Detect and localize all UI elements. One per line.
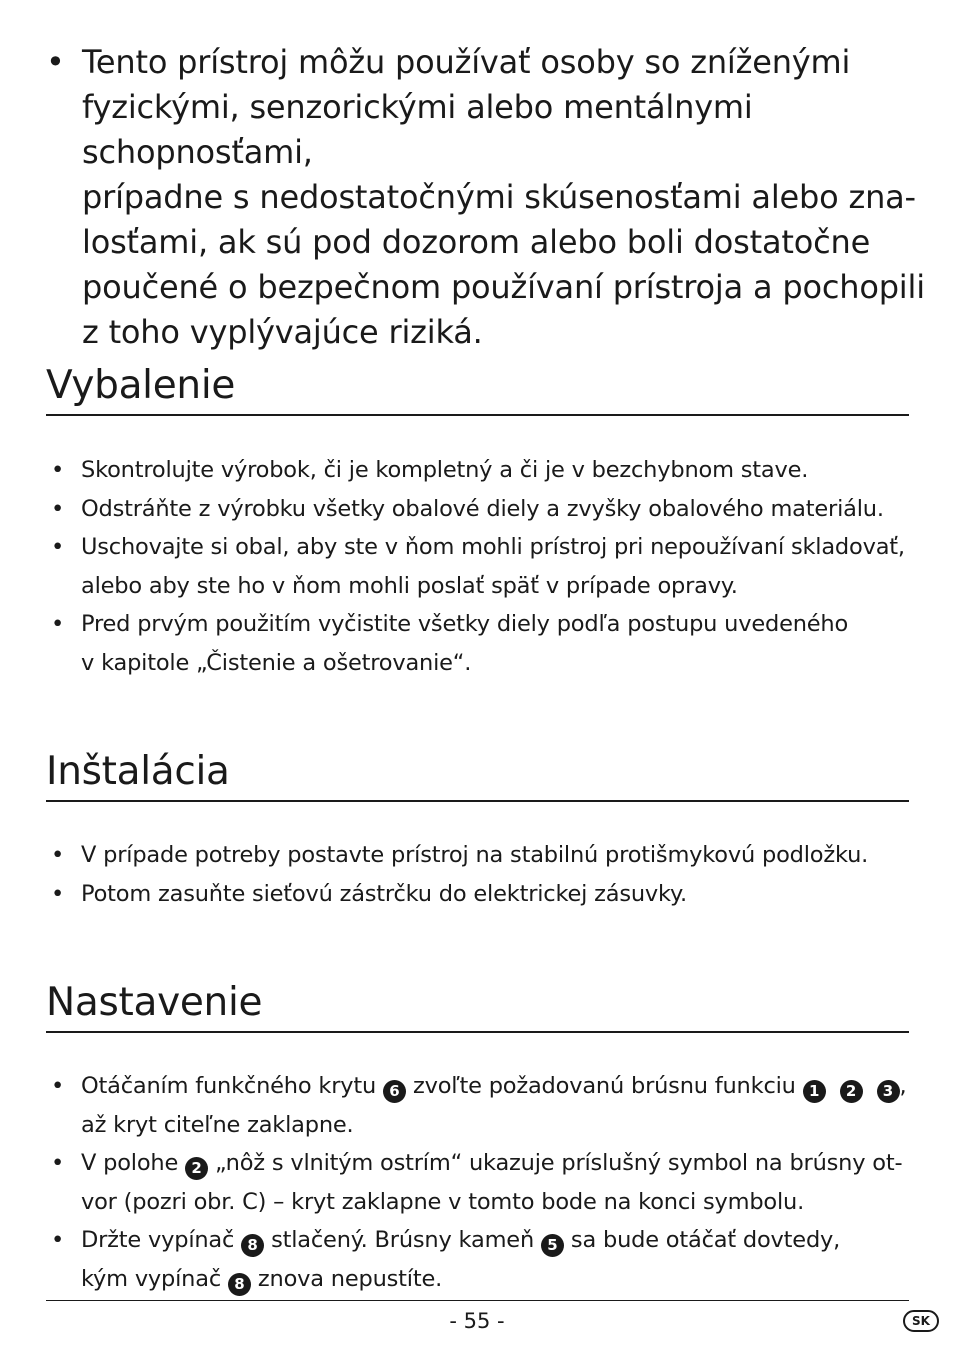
list-item-line: alebo aby ste ho v ňom mohli poslať späť v prípade opravy. xyxy=(81,572,738,599)
unpacking-list xyxy=(46,451,916,682)
text-span: sa bude otáčať dovtedy, xyxy=(563,1227,841,1253)
list-item xyxy=(46,836,916,875)
bullet-icon: • xyxy=(51,534,65,560)
list-item-line: Uschovajte si obal, aby ste v ňom mohli prístroj pri nepoužívaní skladovať, xyxy=(81,534,905,560)
bullet-icon: • xyxy=(51,495,65,522)
list-item-line: v kapitole „Čistenie a ošetrovanie“. xyxy=(81,649,472,676)
text-span: „nôž s vlnitým ostrím“ ukazuje príslušný symbol na brúsny ot- xyxy=(208,1150,903,1176)
list-item-text: Odstráňte z výrobku všetky obalové diely a zvyšky obalového materiálu. xyxy=(81,495,884,522)
list-item-text xyxy=(81,605,916,682)
intro-line: z toho vyplývajúce riziká. xyxy=(82,313,483,351)
part-number-2-icon: 2 xyxy=(185,1157,208,1180)
text-span: Otáčaním funkčného krytu xyxy=(81,1073,384,1099)
bullet-icon: • xyxy=(51,842,65,868)
text-span: kým vypínač xyxy=(81,1265,228,1292)
page-number: - 55 - xyxy=(449,1309,505,1333)
list-item-text: V prípade potreby postavte prístroj na stabilnú protišmykovú podložku. xyxy=(81,842,869,868)
intro-bullet xyxy=(46,40,926,355)
intro-line: poučené o bezpečnom používaní prístroja a pochopili xyxy=(82,268,925,306)
bullet-icon: • xyxy=(51,1150,65,1176)
text-span: , xyxy=(899,1073,907,1099)
intro-text xyxy=(82,40,926,355)
list-item-line: až kryt citeľne zaklapne. xyxy=(81,1111,354,1138)
text-span: Držte vypínač xyxy=(81,1227,242,1253)
text-span: V polohe xyxy=(81,1150,186,1176)
settings-list xyxy=(46,1067,916,1298)
intro-line: prípadne s nedostatočnými skúsenosťami alebo zna- xyxy=(82,178,916,216)
bullet-icon: • xyxy=(51,1227,65,1253)
bullet-icon: • xyxy=(46,43,65,81)
text-span: znova nepustíte. xyxy=(250,1265,443,1292)
part-number-1-icon: 1 xyxy=(803,1080,826,1103)
list-item-text xyxy=(81,1221,916,1298)
intro-line: fyzickými, senzorickými alebo mentálnymi schopnosťami, xyxy=(82,88,753,171)
part-number-3-icon: 3 xyxy=(877,1080,900,1103)
part-number-2-icon: 2 xyxy=(840,1080,863,1103)
list-item xyxy=(46,1221,916,1298)
intro-list-item xyxy=(46,40,926,355)
bullet-icon: • xyxy=(51,457,65,483)
list-item-text xyxy=(81,528,916,605)
list-item-line xyxy=(81,1144,916,1183)
list-item xyxy=(46,1144,916,1221)
bullet-icon: • xyxy=(51,880,65,907)
list-item xyxy=(46,605,916,682)
language-badge: SK xyxy=(903,1310,939,1332)
part-number-8-icon: 8 xyxy=(228,1273,251,1296)
section-heading-unpacking: Vybalenie xyxy=(46,362,909,416)
list-item-text xyxy=(81,1067,916,1144)
part-number-8-icon: 8 xyxy=(241,1234,264,1257)
part-number-6-icon: 6 xyxy=(383,1080,406,1103)
list-item xyxy=(46,528,916,605)
installation-list xyxy=(46,836,916,913)
list-item-text: Potom zasuňte sieťovú zástrčku do elektrickej zásuvky. xyxy=(81,880,687,907)
list-item xyxy=(46,451,916,490)
section-heading-settings: Nastavenie xyxy=(46,979,909,1033)
text-span: stlačený. Brúsny kameň xyxy=(264,1227,541,1253)
list-item-line: Pred prvým použitím vyčistite všetky diely podľa postupu uvedeného xyxy=(81,611,849,637)
text-span: zvoľte požadovanú brúsnu funkciu xyxy=(406,1073,803,1099)
section-heading-installation: Inštalácia xyxy=(46,748,909,802)
bullet-icon: • xyxy=(51,1073,65,1099)
footer-divider xyxy=(46,1300,909,1301)
list-item-text: Skontrolujte výrobok, či je kompletný a či je v bezchybnom stave. xyxy=(81,457,809,483)
list-item-line xyxy=(81,1221,916,1260)
part-number-5-icon: 5 xyxy=(541,1234,564,1257)
list-item-line xyxy=(81,1067,916,1106)
list-item xyxy=(46,1067,916,1144)
list-item-text xyxy=(81,1144,916,1221)
bullet-icon: • xyxy=(51,611,65,637)
intro-line: Tento prístroj môžu používať osoby so zníženými xyxy=(82,43,851,81)
list-item-line: vor (pozri obr. C) – kryt zaklapne v tomto bode na konci symbolu. xyxy=(81,1188,805,1215)
list-item xyxy=(46,875,916,914)
list-item-line xyxy=(81,1260,916,1299)
intro-line: losťami, ak sú pod dozorom alebo boli dostatočne xyxy=(82,223,871,261)
list-item xyxy=(46,490,916,529)
